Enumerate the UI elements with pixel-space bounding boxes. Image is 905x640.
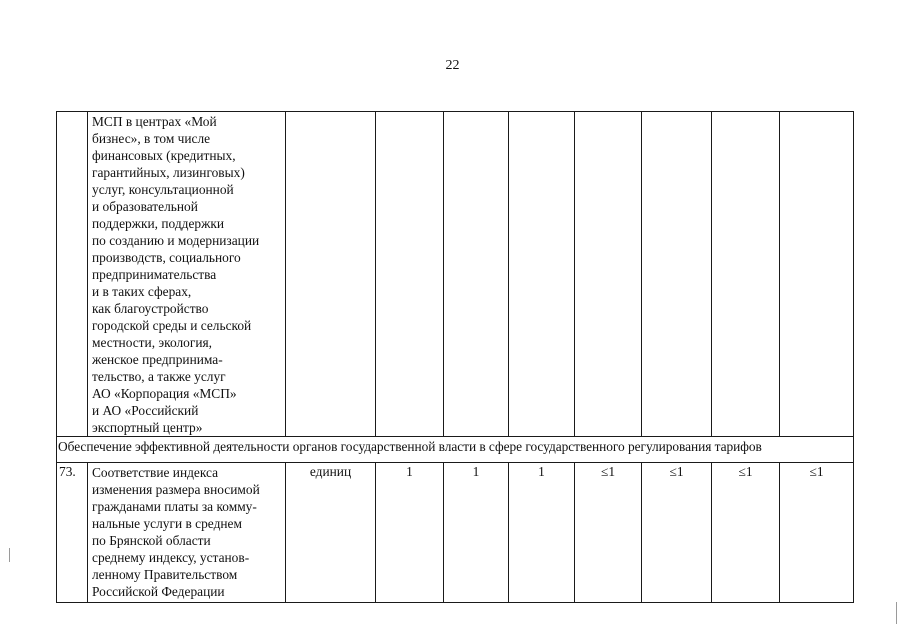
description-line: услуг, консультационной <box>92 182 234 197</box>
value-cell: ≤1 <box>575 463 642 603</box>
unit-cell: единиц <box>286 463 376 603</box>
value-cell <box>376 112 444 437</box>
description-line: предпринимательства <box>92 267 217 282</box>
description-line: изменения размера вносимой <box>92 482 260 497</box>
description-line: и образовательной <box>92 199 198 214</box>
description-line: по Брянской области <box>92 533 211 548</box>
value-cell <box>712 112 780 437</box>
description-line: бизнес», в том числе <box>92 131 211 146</box>
value-cell: ≤1 <box>642 463 712 603</box>
table-row-73 <box>57 463 854 603</box>
value-cell: 1 <box>509 463 575 603</box>
value-cell: 1 <box>376 463 444 603</box>
description-line: и в таких сферах, <box>92 284 192 299</box>
value-cell <box>444 112 509 437</box>
description-line: Российской Федерации <box>92 584 225 599</box>
value-cell <box>509 112 575 437</box>
description-line: местности, экология, <box>92 335 213 350</box>
description-line: АО «Корпорация «МСП» <box>92 386 237 401</box>
value-cell: ≤1 <box>780 463 854 603</box>
description-line: как благоустройство <box>92 301 209 316</box>
description-line: производств, социального <box>92 250 241 265</box>
value-cell: 1 <box>444 463 509 603</box>
description-line: МСП в центрах «Мой <box>92 114 217 129</box>
row-number-cell: 73. <box>57 463 88 603</box>
description-line: ленному Правительством <box>92 567 238 582</box>
value-cell <box>575 112 642 437</box>
table-row-continued <box>57 112 854 437</box>
indicators-table <box>56 111 854 603</box>
scan-artifact <box>9 548 10 562</box>
description-line: гарантийных, лизинговых) <box>92 165 245 180</box>
section-header-row <box>57 437 854 463</box>
row-number-cell <box>57 112 88 437</box>
section-title: Обеспечение эффективной деятельности органов государственной власти в сфере государственного регулирования тарифов <box>57 437 854 463</box>
page-number: 22 <box>445 58 460 73</box>
description-line: тельство, а также услуг <box>92 369 226 384</box>
description-line: экспортный центр» <box>92 420 203 435</box>
value-cell: ≤1 <box>712 463 780 603</box>
description-line: финансовых (кредитных, <box>92 148 236 163</box>
description-line: гражданами платы за комму- <box>92 499 257 514</box>
unit-cell <box>286 112 376 437</box>
description-line: женское предпринима- <box>92 352 223 367</box>
indicator-description-cell <box>88 112 286 437</box>
description-line: поддержки, поддержки <box>92 216 225 231</box>
description-line: среднему индексу, установ- <box>92 550 250 565</box>
value-cell <box>780 112 854 437</box>
description-line: и АО «Российский <box>92 403 199 418</box>
description-line: нальные услуги в среднем <box>92 516 242 531</box>
indicator-description-cell <box>88 463 286 603</box>
value-cell <box>642 112 712 437</box>
description-line: Соответствие индекса <box>92 465 219 480</box>
scan-artifact <box>896 602 897 624</box>
description-line: по созданию и модернизации <box>92 233 260 248</box>
description-line: городской среды и сельской <box>92 318 252 333</box>
